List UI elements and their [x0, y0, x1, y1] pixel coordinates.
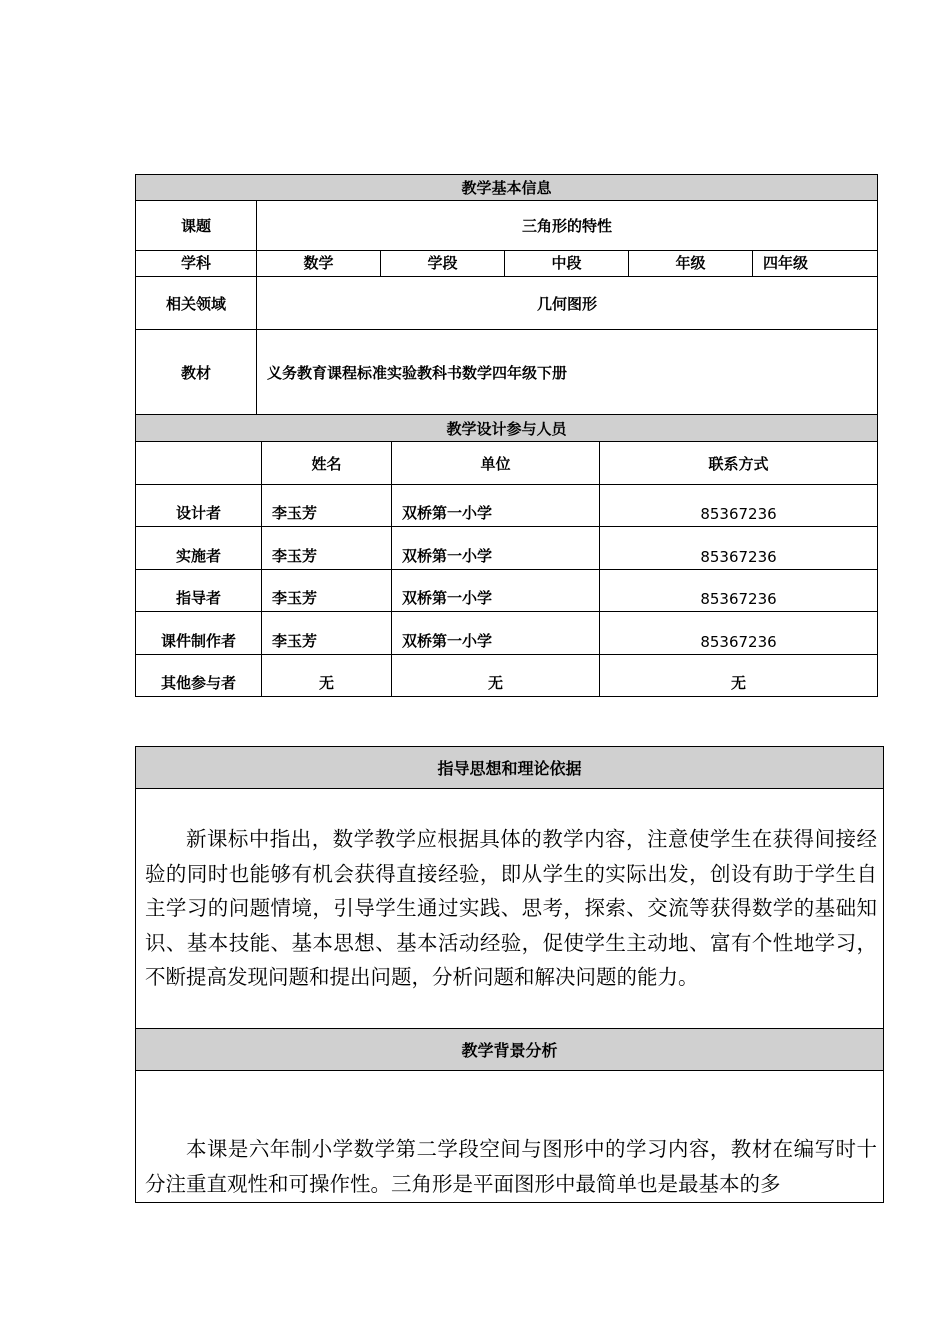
unit-cell: 无 — [392, 655, 600, 697]
contact-cell: 85367236 — [600, 527, 878, 570]
unit-cell: 双桥第一小学 — [392, 570, 600, 612]
topic-label: 课题 — [136, 201, 257, 251]
column-header-contact: 联系方式 — [600, 442, 878, 485]
participants-table — [135, 414, 878, 697]
stage-label: 学段 — [381, 251, 505, 277]
grade-label: 年级 — [629, 251, 753, 277]
topic-value: 三角形的特性 — [257, 201, 878, 251]
column-header-name: 姓名 — [262, 442, 392, 485]
analysis-table — [135, 746, 884, 1203]
contact-cell: 85367236 — [600, 612, 878, 655]
role-cell: 设计者 — [136, 485, 262, 527]
table-row — [136, 655, 878, 697]
background-header: 教学背景分析 — [136, 1029, 884, 1071]
contact-cell: 无 — [600, 655, 878, 697]
name-cell: 李玉芳 — [262, 612, 392, 655]
contact-cell: 85367236 — [600, 485, 878, 527]
field-value: 几何图形 — [257, 277, 878, 330]
column-header-unit: 单位 — [392, 442, 600, 485]
subject-label: 学科 — [136, 251, 257, 277]
contact-cell: 85367236 — [600, 570, 878, 612]
unit-cell: 双桥第一小学 — [392, 485, 600, 527]
name-cell: 李玉芳 — [262, 527, 392, 570]
basic-info-header: 教学基本信息 — [136, 175, 878, 201]
role-cell: 其他参与者 — [136, 655, 262, 697]
unit-cell: 双桥第一小学 — [392, 527, 600, 570]
role-cell: 指导者 — [136, 570, 262, 612]
role-cell: 课件制作者 — [136, 612, 262, 655]
guiding-header: 指导思想和理论依据 — [136, 747, 884, 789]
unit-cell: 双桥第一小学 — [392, 612, 600, 655]
background-paragraph: 本课是六年制小学数学第二学段空间与图形中的学习内容，教材在编写时十分注重直观性和可操作性。三角形是平面图形中最简单也是最基本的多 — [145, 1137, 877, 1196]
grade-value: 四年级 — [753, 251, 878, 277]
textbook-value: 义务教育课程标准实验教科书数学四年级下册 — [257, 330, 878, 416]
column-header-role — [136, 442, 262, 485]
table-row — [136, 612, 878, 655]
field-label: 相关领域 — [136, 277, 257, 330]
name-cell: 李玉芳 — [262, 485, 392, 527]
participants-header: 教学设计参与人员 — [136, 415, 878, 442]
basic-info-table — [135, 174, 878, 416]
stage-value: 中段 — [505, 251, 629, 277]
name-cell: 李玉芳 — [262, 570, 392, 612]
textbook-label: 教材 — [136, 330, 257, 416]
table-row — [136, 527, 878, 570]
table-row — [136, 485, 878, 527]
table-row — [136, 570, 878, 612]
guiding-paragraph: 新课标中指出，数学教学应根据具体的教学内容，注意使学生在获得间接经验的同时也能够有机会获得直接经验，即从学生的实际出发，创设有助于学生自主学习的问题情境，引导学生通过实践、思考，探索、交流等获得数学的基础知识、基本技能、基本思想、基本活动经验，促使学生主动地、富有个性地学习，不断提高发现问题和提出问题，分析问题和解决问题的能力。 — [145, 827, 877, 989]
subject-value: 数学 — [257, 251, 381, 277]
name-cell: 无 — [262, 655, 392, 697]
role-cell: 实施者 — [136, 527, 262, 570]
